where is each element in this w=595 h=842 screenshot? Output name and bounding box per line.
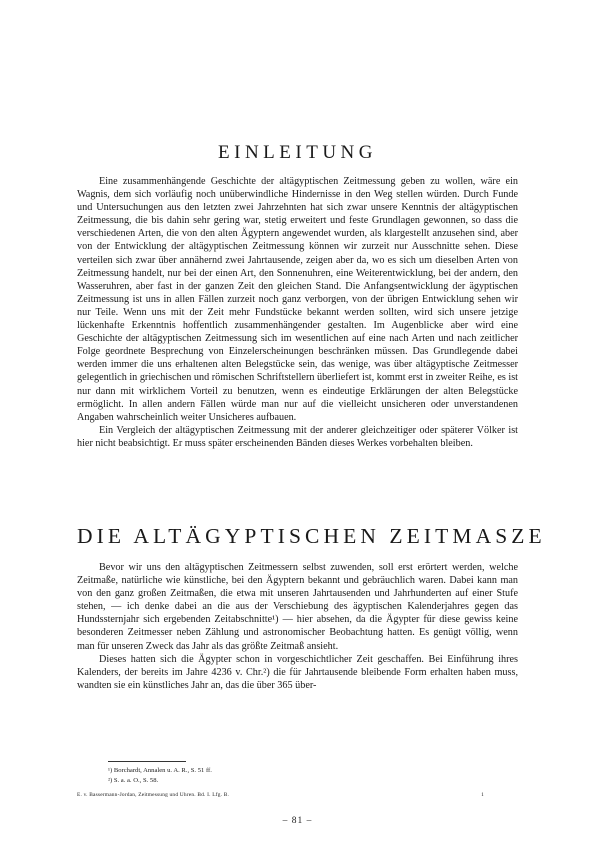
intro-paragraph-2: Ein Vergleich der altägyptischen Zeitmessung mit der anderer gleichzeitiger oder späterer Völker ist hier nicht beabsichtigt. Er muss später erscheinenden Bänden dieses Werkes vorbehalten bleiben. — [77, 424, 518, 449]
section-heading-zeitmasze: DIE ALTÄGYPTISCHEN ZEITMASZE — [77, 524, 546, 548]
signature-mark: 1 — [481, 792, 484, 798]
footnote-2: ²) S. a. a. O., S. 58. — [108, 776, 159, 784]
body-section — [77, 561, 518, 692]
body-paragraph-2: Dieses hatten sich die Ägypter schon in vorgeschichtlicher Zeit geschaffen. Bei Einführung ihres Kalenders, der bereits im Jahre 4236 v. Chr.²) die für Jahrtausende bleibende Form erhalten haben muss, wandten sie ein künstliches Jahr an, das die über 365 über- — [77, 653, 518, 691]
page-number: – 81 – — [282, 816, 313, 826]
footnote-divider — [108, 761, 186, 762]
footnotes — [108, 766, 212, 785]
intro-section — [77, 175, 518, 450]
signature-text: E. v. Bassermann-Jordan, Zeitmessung und Uhren. Bd. I. Lfg. B. — [77, 792, 230, 798]
footnote-1: ¹) Borchardt, Annalen u. A. R., S. 51 ff. — [108, 767, 212, 774]
chapter-heading-einleitung: EINLEITUNG — [218, 142, 377, 163]
intro-paragraph-1: Eine zusammenhängende Geschichte der altägyptischen Zeitmessung geben zu wollen, wäre ein Wagnis, dem sich vorläufig noch unüberwindliche Hindernisse in den Weg stellen würden. Durch Funde und Untersuchungen aus den letzten zwei Jahrzehnten hat sich zwar unsere Kenntnis der altägyptischen Zeitmessung, die bis dahin sehr gering war, stetig erweitert und feste Grundlagen gewonnen, so dass die verschiedenen Arten, die von den alten Ägyptern angewendet wurden, als klargestellt anzusehen sind, aber von der Entwicklung der altägyptischen Zeitmessung können wir zurzeit nur Ausschnitte sehen. Diese verteilen sich zwar über annähernd zwei Jahrtausende, zeigen aber da, wo es sich um dieselben Arten von Zeitmessung handelt, nur bei der einen Art, den Sonnenuhren, eine Weiterentwicklung, bei der andern, den Wasseruhren, aber fast in der ganzen Zeit den gleichen Stand. Die Anfangsentwicklung der ägyptischen Zeitmessung ist uns in allen Fällen zurzeit noch ganz verborgen, von der übrigen Entwicklung sehen wir nur Teile. Wenn uns mit der Zeit mehr Fundstücke bekannt werden sollten, wird sich unsere jetzige lückenhafte Erkenntnis hoffentlich zusammenhängender gestalten. Im Augenblicke aber wird eine Geschichte der altägyptischen Zeitmessung sich im wesentlichen auf eine nach Arten und nach zeitlicher Folge geordnete Besprechung von Einzelerscheinungen beschränken müssen. Das Grundlegende dabei werden immer die uns erhaltenen alten Belegstücke sein, das wenige, was über altägyptische Zeitmesser gelegentlich in griechischen und römischen Schriftstellern überliefert ist, kommt erst in zweiter Reihe, es ist nur dann mit wirklichem Vorteil zu benutzen, wenn es eindeutige Erklärungen der alten Belegstücke ermöglicht. In allen andern Fällen würde man nur auf die vielleicht unsicheren oder unverstandenen Angaben wahrscheinlich weiter Unsicheres aufbauen. — [77, 176, 518, 423]
printer-signature — [77, 792, 518, 798]
body-paragraph-1: Bevor wir uns den altägyptischen Zeitmessern selbst zuwenden, soll erst erörtert werden, welche Zeitmaße, natürliche wie künstliche, bei den Ägyptern bekannt und gebräuchlich waren. Dabei kann man von den ganz großen Zeitmaßen, die etwa mit unseren Jahrtausenden und Jahrhunderten auf einer Stufe stehen, — ich denke dabei an die aus der Verschiebung des ägyptischen Kalenderjahres gegen das Hundssternjahr sich ergebenden Zeitabschnitte¹) — hier absehen, da die Ägypter für diese gewiss keine besonderen Zeitmesser neben Zählung und astronomischer Beobachtung hatten. Es genügt völlig, wenn man für unseren Zweck das Jahr als das größte Zeitmaß ansieht. — [77, 562, 518, 652]
